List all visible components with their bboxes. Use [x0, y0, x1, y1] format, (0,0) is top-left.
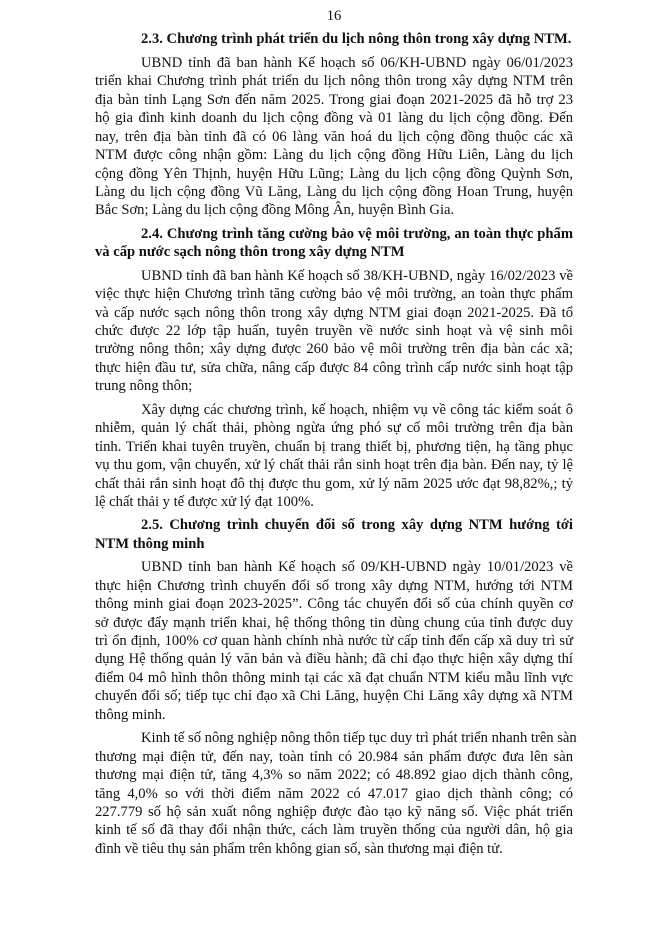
- section-heading: [95, 30, 573, 48]
- text-line: Bắc Sơn; Làng du lịch cộng đồng Mông Ân, huyện Bình Gia.: [95, 202, 455, 219]
- text-line: trường nông thôn; xây dựng được 260 bảo vệ môi trường trên địa bàn các xã;: [95, 341, 573, 358]
- text-line: kinh tế số đã thay đổi nhận thức, cách làm truyền thống của người dân, hộ gia: [95, 822, 573, 839]
- text-line: và cấp nước sạch nông thôn trong xây dựng NTM: [95, 244, 405, 261]
- text-line: và cấp nước sạch nông thôn trong xây dựng NTM giai đoạn 2021-2025. Đã tổ: [95, 304, 573, 321]
- text-line: cộng đồng Yên Thịnh, huyện Hữu Lũng; Làng du lịch cộng đồng Quỳnh Sơn,: [95, 165, 573, 182]
- text-line: lệ chất thải y tế được xử lý đạt 100%.: [95, 493, 314, 510]
- text-line: chức được 22 lớp tập huấn, tuyên truyền về nước sinh hoạt và vệ sinh môi: [95, 323, 573, 340]
- text-line: dụng Hệ thống quản lý văn bản và điều hành; đã chỉ đạo thực hiện xây dựng thí: [95, 651, 573, 668]
- document-body: [95, 30, 577, 858]
- text-line: NTM thông minh: [95, 535, 205, 552]
- text-line: thực hiện Chương trình chuyển đổi số trong xây dựng NTM, hướng tới NTM: [95, 577, 573, 594]
- text-line: thương mại điện tử, tăng 4,3% so năm 2022; có 48.892 giao dịch thành công,: [95, 767, 573, 784]
- text-line: nay, trên địa bàn tỉnh đã có 06 làng văn hoá du lịch cộng đồng thuộc các xã: [95, 128, 573, 145]
- paragraph: [95, 267, 573, 396]
- document-page: [95, 7, 577, 858]
- text-line: thông minh.: [95, 706, 166, 723]
- text-line: thông minh giai đoạn 2023-2025”. Công tác chuyển đổi số của chính quyền cơ: [95, 596, 573, 613]
- text-line: sở được đẩy mạnh triển khai, hệ thống thông tin dùng chung của tỉnh được duy: [95, 614, 573, 631]
- text-line: triển khai Chương trình phát triển du lịch nông thôn trong xây dựng NTM trên: [95, 73, 573, 90]
- text-line: NTM được công nhận gồm: Làng du lịch cộng đồng Hữu Liên, Làng du lịch: [95, 147, 573, 164]
- text-line: trì ổn định, 100% cơ quan hành chính nhà nước từ cấp tỉnh đến cấp xã duy trì sử: [95, 633, 573, 650]
- text-line: UBND tỉnh đã ban hành Kế hoạch số 38/KH-UBND, ngày 16/02/2023 về: [141, 267, 573, 284]
- text-line: nhiễm, quản lý chất thải, phòng ngừa ứng phó sự cố môi trường trên địa bàn: [95, 420, 573, 437]
- text-line: 2.5. Chương trình chuyển đổi số trong xây dựng NTM hướng tới: [141, 517, 573, 534]
- paragraph: [95, 558, 573, 724]
- text-line: Kinh tế số nông nghiệp nông thôn tiếp tục duy trì phát triển nhanh trên sàn: [141, 730, 577, 747]
- text-line: thương mại điện tử, đến nay, toàn tỉnh có 20.984 sản phẩm được đưa lên sàn: [95, 748, 573, 765]
- text-line: tỉnh. Triển khai tuyên truyền, chuẩn bị trang thiết bị, phương tiện, hạ tầng phục: [95, 438, 573, 455]
- section-heading: [95, 516, 573, 553]
- text-line: việc thực hiện Chương trình tăng cường bảo vệ môi trường, an toàn thực phẩm: [95, 286, 573, 303]
- section-heading: [95, 225, 573, 262]
- text-line: đình về tiêu thụ sản phẩm trên không gian số, sàn thương mại điện tử.: [95, 840, 503, 857]
- text-line: Làng du lịch cộng đồng Vũ Lăng, Làng du lịch cộng đồng Hoan Trung, huyện: [95, 183, 573, 200]
- text-line: vụ thu gom, vận chuyển, xử lý chất thải rắn sinh hoạt trên địa bàn. Đến nay, tỷ lệ: [95, 457, 573, 474]
- text-line: UBND tỉnh đã ban hành Kế hoạch số 06/KH-UBND ngày 06/01/2023: [141, 54, 573, 71]
- text-line: hộ gia đình kinh doanh du lịch cộng đồng và 01 làng du lịch cộng đồng. Đến: [95, 110, 573, 127]
- text-line: điểm 04 mô hình thôn thông minh tại các xã đạt chuẩn NTM kiểu mẫu lĩnh vực: [95, 669, 573, 686]
- text-line: thực hiện đầu tư, sửa chữa, nâng cấp được 84 công trình cấp nước sinh hoạt tập: [95, 359, 573, 376]
- paragraph: [95, 401, 573, 512]
- page-number: 16: [326, 8, 342, 24]
- text-line: 2.4. Chương trình tăng cường bảo vệ môi trường, an toàn thực phẩm: [141, 225, 573, 242]
- text-line: UBND tỉnh ban hành Kế hoạch số 09/KH-UBND ngày 10/01/2023 về: [141, 559, 573, 576]
- paragraph: [95, 729, 577, 858]
- text-line: địa bàn tỉnh Lạng Sơn đến năm 2025. Trong giai đoạn 2021-2025 đã hỗ trợ 23: [95, 91, 573, 108]
- text-line: 227.779 số hộ sản xuất nông nghiệp được đào tạo kỹ năng số. Việc phát triển: [95, 803, 573, 820]
- text-line: 2.3. Chương trình phát triển du lịch nông thôn trong xây dựng NTM.: [141, 31, 572, 48]
- text-line: trung nông thôn;: [95, 378, 193, 395]
- text-line: Xây dựng các chương trình, kế hoạch, nhiệm vụ về công tác kiểm soát ô: [141, 401, 573, 418]
- text-line: chuyển đổi số; tiếp tục chỉ đạo xã Chi Lăng, huyện Chi Lăng xây dựng xã NTM: [95, 688, 573, 705]
- paragraph: [95, 54, 573, 220]
- text-line: chất thải rắn sinh hoạt đô thị được thu gom, xử lý năm 2025 ước đạt 98,82%,; tỷ: [95, 475, 573, 492]
- text-line: tăng 4,0% so với thời điểm năm 2022 có 47.017 giao dịch thành công; có: [95, 785, 573, 802]
